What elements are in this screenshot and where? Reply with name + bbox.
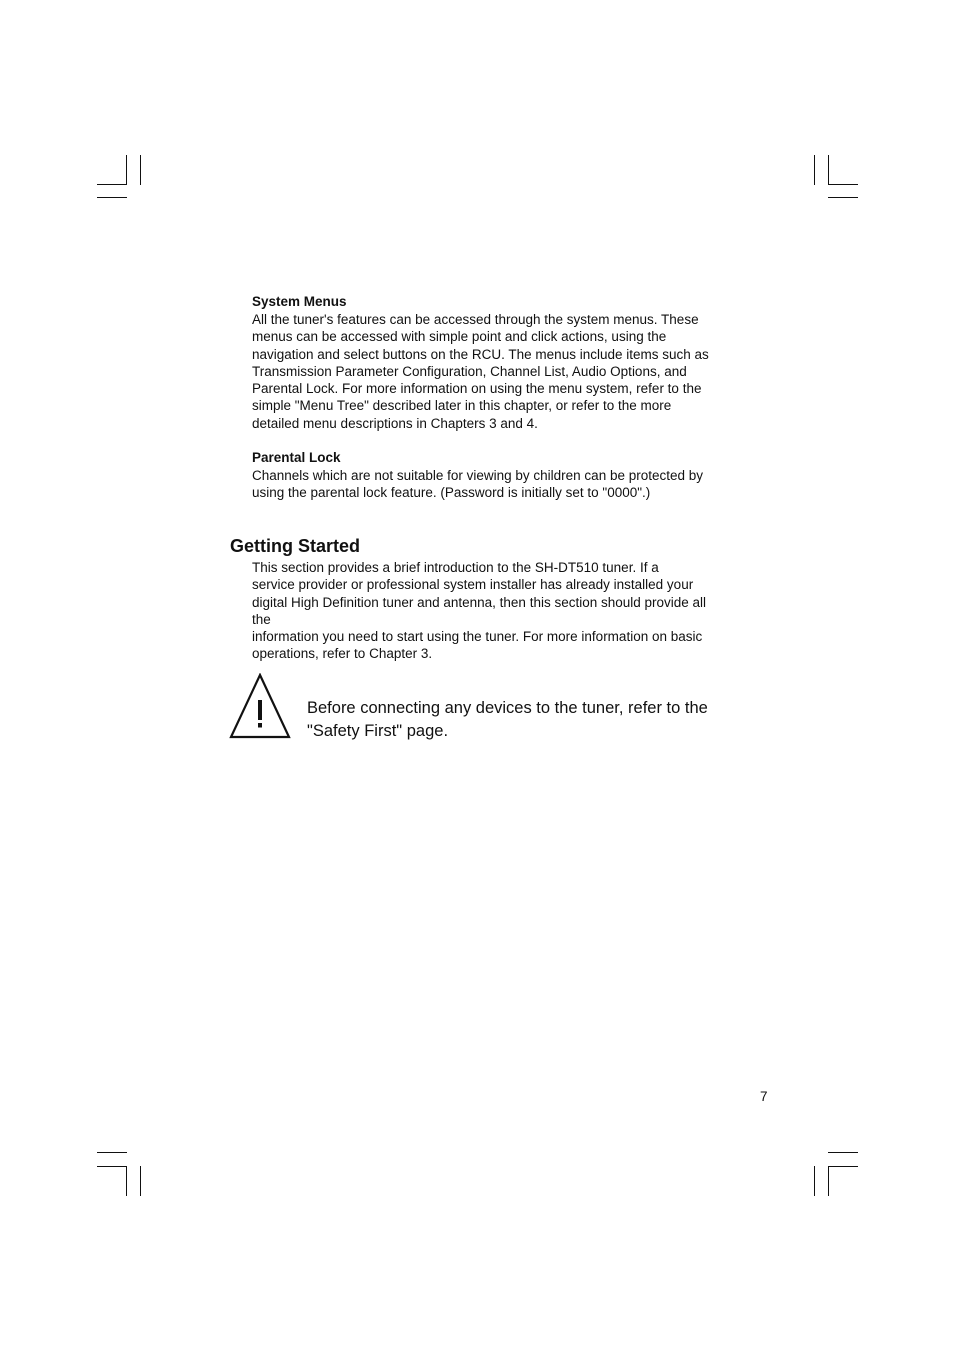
text-line: detailed menu descriptions in Chapters 3 and 4. — [252, 415, 538, 431]
getting-started-heading-block — [230, 535, 360, 557]
crop-mark — [97, 1166, 127, 1167]
text-line: Transmission Parameter Configuration, Channel List, Audio Options, and — [252, 363, 687, 379]
text-line: Before connecting any devices to the tuner, refer to the — [307, 699, 708, 717]
crop-mark — [126, 155, 127, 185]
text-line: Parental Lock. For more information on using the menu system, refer to the — [252, 381, 702, 397]
text-line: Channels which are not suitable for viewing by children can be protected by — [252, 468, 704, 483]
text-line: the — [252, 611, 271, 627]
crop-mark — [140, 1166, 141, 1196]
warning-triangle-icon — [229, 673, 291, 739]
crop-mark — [126, 1166, 127, 1196]
text-line: service provider or professional system installer has already installed your — [252, 577, 694, 593]
text-line: operations, refer to Chapter 3. — [252, 646, 433, 662]
text-line: digital High Definition tuner and antenna, then this section should provide all — [252, 594, 707, 610]
text-line: menus can be accessed with simple point and click actions, using the — [252, 329, 667, 345]
text-line: All the tuner's features can be accessed through the system menus. These — [252, 312, 699, 327]
crop-mark — [828, 184, 858, 185]
text-line: using the parental lock feature. (Password is initially set to "0000".) — [252, 485, 651, 501]
system-menus-section — [252, 293, 752, 432]
crop-mark — [814, 1166, 815, 1196]
system-menus-body — [252, 311, 752, 432]
warning-note — [307, 697, 737, 742]
crop-mark — [140, 155, 141, 185]
getting-started-body — [252, 559, 752, 663]
getting-started-section — [252, 559, 752, 663]
parental-lock-heading: Parental Lock — [252, 450, 341, 465]
crop-mark — [814, 155, 815, 185]
crop-mark — [828, 1166, 858, 1167]
text-line: "Safety First" page. — [307, 721, 449, 740]
crop-mark — [97, 184, 127, 185]
crop-mark — [97, 1152, 127, 1153]
crop-mark — [828, 1166, 829, 1196]
crop-mark — [97, 197, 127, 198]
text-line: This section provides a brief introduction to the SH-DT510 tuner. If a — [252, 560, 659, 575]
system-menus-heading: System Menus — [252, 294, 347, 309]
warning-text — [307, 697, 737, 742]
getting-started-heading: Getting Started — [230, 536, 361, 556]
crop-mark — [828, 197, 858, 198]
crop-mark — [828, 155, 829, 185]
text-line: simple "Menu Tree" described later in this chapter, or refer to the more — [252, 398, 672, 414]
text-line: navigation and select buttons on the RCU. The menus include items such as — [252, 346, 709, 362]
crop-mark — [828, 1152, 858, 1153]
parental-lock-section — [252, 449, 752, 502]
text-line: information you need to start using the tuner. For more information on basic — [252, 629, 703, 645]
parental-lock-body — [252, 467, 752, 502]
page-number: 7 — [760, 1089, 768, 1104]
